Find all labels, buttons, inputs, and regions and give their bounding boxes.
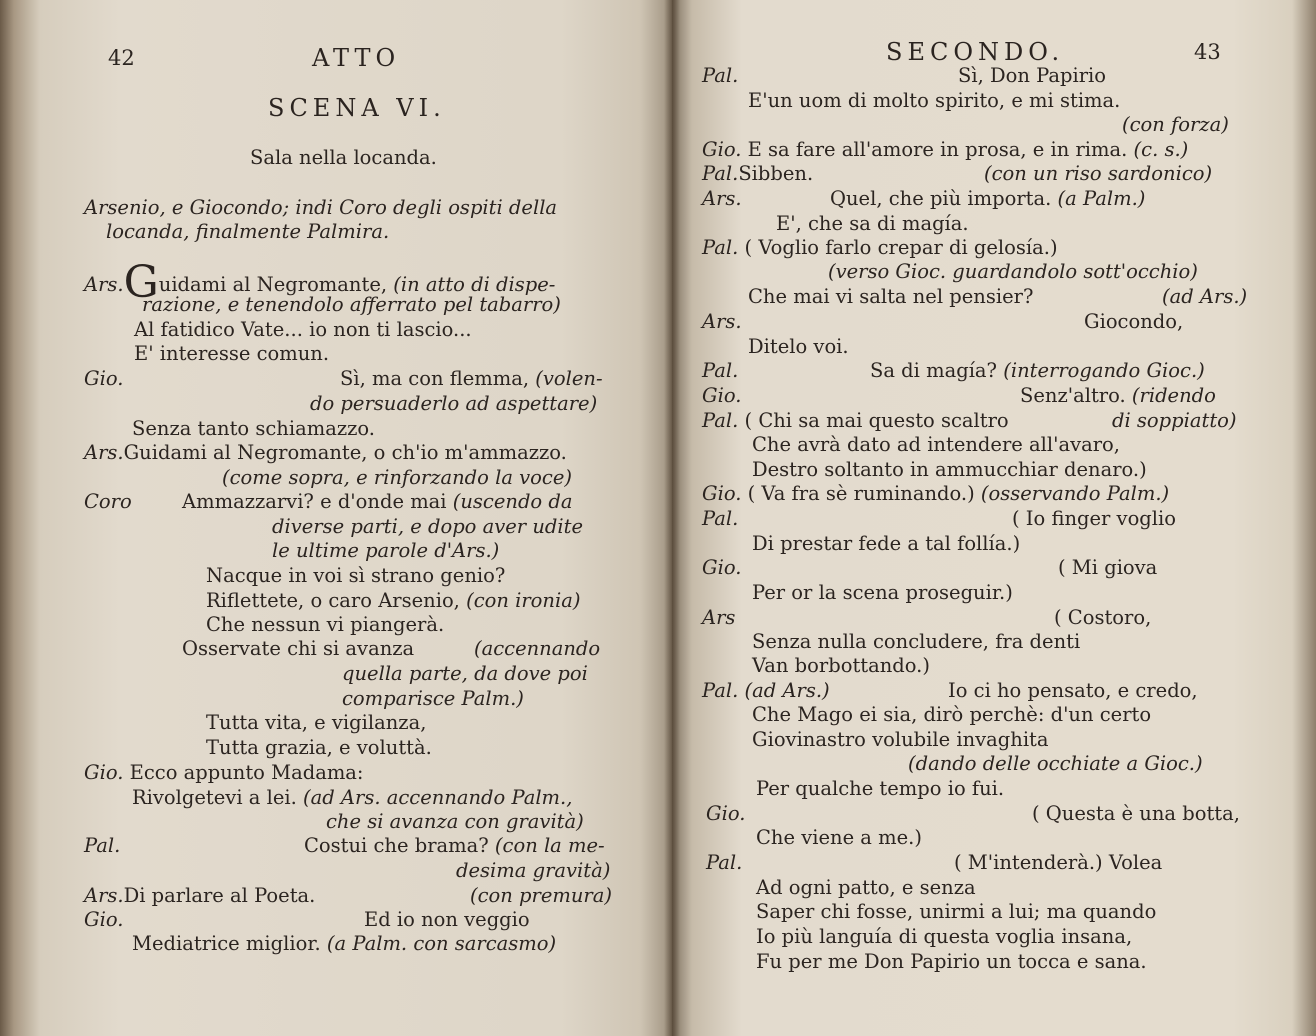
cast-line: Arsenio, e Giocondo; indi Coro degli ospiti della bbox=[84, 196, 558, 219]
verse-line: Fu per me Don Papirio un tocca e sana. bbox=[756, 950, 1147, 973]
verse-line bbox=[702, 162, 813, 186]
verse-text: uidami al Negromante, bbox=[158, 273, 394, 296]
verse-line bbox=[84, 441, 567, 465]
speaker: Pal. bbox=[702, 679, 739, 702]
verse-line: Ed io non veggio bbox=[364, 908, 530, 931]
speaker: Pal. bbox=[702, 359, 739, 382]
drop-initial: G bbox=[123, 257, 159, 308]
stage-direction: comparisce Palm.) bbox=[342, 687, 524, 710]
verse-line: E', che sa di magía. bbox=[776, 212, 969, 235]
stage-direction: (interrogando Gioc.) bbox=[1003, 359, 1205, 382]
stage-direction: (con ironia) bbox=[466, 589, 581, 612]
stage-direction: le ultime parole d'Ars.) bbox=[272, 539, 500, 562]
verse-line: Per qualche tempo io fui. bbox=[756, 777, 1005, 800]
stage-direction: (c. s.) bbox=[1133, 138, 1189, 161]
verse-line: Per or la scena proseguir.) bbox=[752, 581, 1013, 604]
verse-text: Ecco appunto Madama: bbox=[123, 761, 364, 784]
verse-line bbox=[84, 884, 315, 908]
verse-text: Riflettete, o caro Arsenio, bbox=[206, 589, 467, 612]
stage-direction: quella parte, da dove poi bbox=[342, 662, 588, 685]
stage-direction: (a Palm.) bbox=[1057, 187, 1146, 210]
verse-line bbox=[340, 367, 603, 391]
stage-direction: (ad Ars.) bbox=[1162, 285, 1248, 308]
verse-text: Ammazzarvi? e d'onde mai bbox=[182, 490, 453, 513]
page-number: 43 bbox=[1194, 40, 1221, 64]
verse-line: E'un uom di molto spirito, e mi stima. bbox=[748, 89, 1121, 112]
verse-line: Destro soltanto in ammucchiar denaro.) bbox=[752, 458, 1147, 481]
verse-line: Senza tanto schiamazzo. bbox=[132, 417, 375, 440]
running-head: SECONDO. bbox=[886, 38, 1065, 66]
stage-direction: (con un riso sardonico) bbox=[984, 162, 1213, 185]
stage-direction: (ad Ars.) bbox=[738, 679, 830, 702]
verse-line: Giocondo, bbox=[1084, 310, 1184, 333]
verse-line bbox=[1020, 384, 1216, 408]
speaker: Gio. bbox=[706, 802, 746, 825]
stage-direction: (con la me- bbox=[494, 834, 605, 857]
verse-line bbox=[132, 786, 572, 810]
verse-line: ( Questa è una botta, bbox=[1032, 802, 1240, 825]
verse-line: Ad ogni patto, e senza bbox=[756, 876, 976, 899]
stage-direction: (ad Ars. accennando Palm., bbox=[303, 786, 573, 809]
stage-direction: (volen- bbox=[535, 367, 603, 390]
verse-line: ( Costoro, bbox=[1054, 606, 1152, 629]
speaker: Pal. bbox=[706, 851, 743, 874]
speaker: Gio. bbox=[84, 908, 124, 931]
stage-direction: che si avanza con gravità) bbox=[326, 810, 584, 833]
speaker: Gio. bbox=[702, 138, 742, 161]
verse-line: Al fatidico Vate... io non ti lascio... bbox=[134, 318, 472, 341]
verse-text: E sa fare all'amore in prosa, e in rima. bbox=[741, 138, 1134, 161]
verse-line: Che viene a me.) bbox=[756, 826, 922, 849]
right-page bbox=[672, 0, 1316, 1036]
verse-line: Tutta grazia, e voluttà. bbox=[206, 736, 432, 759]
speaker: Gio. bbox=[702, 556, 742, 579]
speaker: Gio. bbox=[84, 367, 124, 390]
speaker: Pal. bbox=[702, 64, 739, 87]
verse-text: Quel, che più importa. bbox=[830, 187, 1058, 210]
stage-direction: (in atto di dispe- bbox=[393, 273, 556, 296]
verse-line: Che nessun vi piangerà. bbox=[206, 613, 445, 636]
verse-line bbox=[182, 490, 572, 514]
speaker: Pal. bbox=[702, 409, 739, 432]
speaker: Pal. bbox=[702, 162, 739, 185]
verse-text: Sibben. bbox=[738, 162, 814, 185]
stage-direction: (dando delle occhiate a Gioc.) bbox=[908, 752, 1203, 775]
speaker: Ars. bbox=[84, 884, 124, 907]
verse-text: Costui che brama? bbox=[304, 834, 495, 857]
verse-line: Io più languía di questa voglia insana, bbox=[756, 925, 1133, 948]
speaker: Gio. bbox=[84, 761, 124, 784]
verse-line: Io ci ho pensato, e credo, bbox=[948, 679, 1198, 702]
page-number: 42 bbox=[108, 46, 135, 70]
verse-line bbox=[702, 236, 1058, 260]
scene-setting: Sala nella locanda. bbox=[250, 146, 437, 169]
verse-line: Di prestar fede a tal follía.) bbox=[752, 532, 1021, 555]
verse-text: Guidami al Negromante, o ch'io m'ammazzo. bbox=[123, 441, 567, 464]
verse-line bbox=[132, 932, 556, 956]
stage-direction: (osservando Palm.) bbox=[980, 482, 1170, 505]
verse-line: Che mai vi salta nel pensier? bbox=[748, 285, 1034, 308]
verse-line: Tutta vita, e vigilanza, bbox=[206, 711, 427, 734]
verse-line bbox=[304, 834, 605, 858]
verse-text: Di parlare al Poeta. bbox=[123, 884, 316, 907]
verse-line: Nacque in voi sì strano genio? bbox=[206, 564, 506, 587]
verse-line: Sì, Don Papirio bbox=[958, 64, 1107, 87]
stage-direction: razione, e tenendolo afferrato pel tabarro) bbox=[142, 293, 561, 316]
speaker: Coro bbox=[84, 490, 132, 513]
stage-direction: (uscendo da bbox=[452, 490, 573, 513]
speaker: Pal. bbox=[702, 507, 739, 530]
verse-line: Senza nulla concludere, fra denti bbox=[752, 630, 1081, 653]
verse-line: Ditelo voi. bbox=[748, 335, 849, 358]
verse-line: Van borbottando.) bbox=[752, 654, 930, 677]
stage-direction: do persuaderlo ad aspettare) bbox=[310, 392, 598, 415]
verse-line bbox=[206, 589, 580, 613]
verse-line: Giovinastro volubile invaghita bbox=[752, 728, 1049, 751]
verse-line bbox=[84, 761, 364, 785]
stage-direction: (ridendo bbox=[1131, 384, 1216, 407]
verse-text: Sì, ma con flemma, bbox=[340, 367, 536, 390]
verse-line: Che Mago ei sia, dirò perchè: d'un certo bbox=[752, 703, 1152, 726]
verse-line bbox=[870, 359, 1205, 383]
verse-text: Sa di magía? bbox=[870, 359, 1004, 382]
verse-text: ( Va fra sè ruminando.) bbox=[741, 482, 981, 505]
verse-line: ( Io finger voglio bbox=[1012, 507, 1177, 530]
speaker: Gio. bbox=[702, 384, 742, 407]
cast-line: locanda, finalmente Palmira. bbox=[106, 220, 390, 243]
verse-line bbox=[702, 409, 1009, 433]
speaker: Pal. bbox=[702, 236, 739, 259]
verse-text: Rivolgetevi a lei. bbox=[132, 786, 303, 809]
speaker: Ars. bbox=[702, 187, 742, 210]
speaker: Ars. bbox=[702, 310, 742, 333]
verse-line: Che avrà dato ad intendere all'avaro, bbox=[752, 433, 1120, 456]
verse-line: ( Mi giova bbox=[1058, 556, 1158, 579]
stage-direction: di soppiatto) bbox=[1112, 409, 1237, 432]
speaker: Gio. bbox=[702, 482, 742, 505]
verse-text: ( Chi sa mai questo scaltro bbox=[738, 409, 1009, 432]
verse-line: E' interesse comun. bbox=[134, 342, 330, 365]
verse-line: Osservate chi si avanza bbox=[182, 637, 415, 660]
stage-direction: (con premura) bbox=[470, 884, 612, 907]
speaker: Ars bbox=[702, 606, 736, 629]
scene-title: SCENA VI. bbox=[268, 94, 446, 122]
stage-direction: (verso Gioc. guardandolo sott'occhio) bbox=[828, 260, 1198, 283]
speaker: Ars. bbox=[84, 273, 124, 296]
running-head: ATTO bbox=[312, 44, 401, 72]
verse-text: Senz'altro. bbox=[1020, 384, 1132, 407]
verse-line bbox=[830, 187, 1145, 211]
verse-line bbox=[702, 482, 1169, 506]
speaker: Pal. bbox=[84, 834, 121, 857]
verse-line bbox=[702, 679, 830, 703]
stage-direction: (accennando bbox=[474, 637, 601, 660]
stage-direction: (a Palm. con sarcasmo) bbox=[326, 932, 557, 955]
book-gutter bbox=[664, 0, 680, 1036]
verse-text: Mediatrice miglior. bbox=[132, 932, 327, 955]
stage-direction: diverse parti, e dopo aver udite bbox=[272, 515, 583, 538]
verse-line: Saper chi fosse, unirmi a lui; ma quando bbox=[756, 900, 1157, 923]
verse-line bbox=[702, 138, 1188, 162]
stage-direction: (come sopra, e rinforzando la voce) bbox=[222, 466, 572, 489]
verse-line: ( M'intenderà.) Volea bbox=[954, 851, 1163, 874]
speaker: Ars. bbox=[84, 441, 124, 464]
verse-text: ( Voglio farlo crepar di gelosía.) bbox=[738, 236, 1058, 259]
stage-direction: desima gravità) bbox=[456, 859, 611, 882]
stage-direction: (con forza) bbox=[1122, 113, 1229, 136]
